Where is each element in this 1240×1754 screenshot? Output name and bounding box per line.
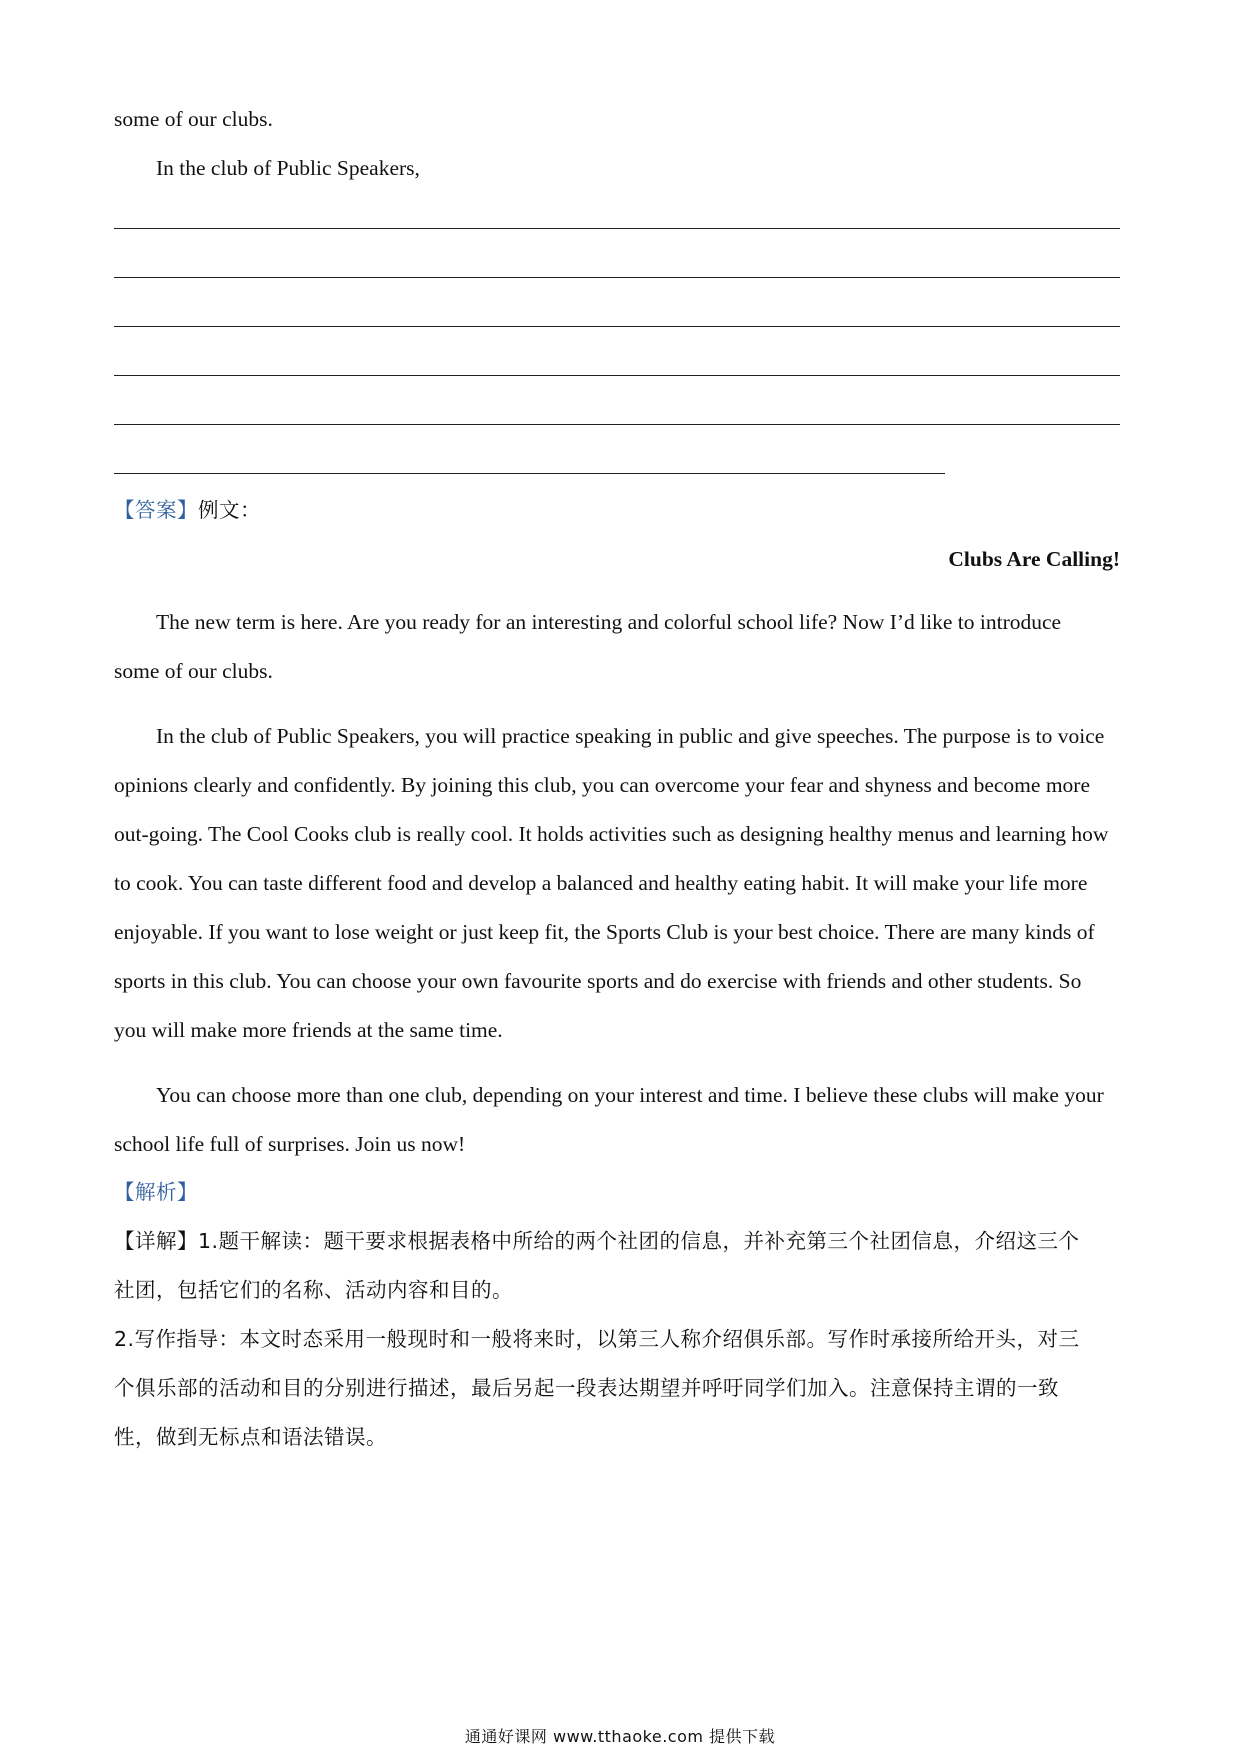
essay-p2-line-4: to cook. You can taste different food and develop a balanced and healthy eating habit. It will make your life more	[114, 871, 1088, 895]
essay-p2-line-1: In the club of Public Speakers, you will practice speaking in public and give speeches. The purpose is to voice	[156, 724, 1105, 748]
answer-line-3	[114, 326, 1120, 327]
answer-label: 【答案】	[114, 498, 198, 522]
top-line-2: In the club of Public Speakers,	[156, 156, 420, 180]
essay-p2-line-6: sports in this club. You can choose your own favourite sports and do exercise with friends and other students. So	[114, 969, 1082, 993]
answer-line-5	[114, 424, 1120, 425]
essay-p2-line-5: enjoyable. If you want to lose weight or just keep fit, the Sports Club is your best choice. There are many kinds of	[114, 920, 1095, 944]
essay-p2-line-7: you will make more friends at the same time.	[114, 1018, 503, 1042]
essay-p3-line-1: You can choose more than one club, depending on your interest and time. I believe these clubs will make your	[156, 1083, 1104, 1107]
answer-line-2	[114, 277, 1120, 278]
detail-label: 【详解】	[114, 1229, 198, 1253]
analysis-line-5: 性，做到无标点和语法错误。	[114, 1425, 387, 1449]
essay-p2-line-2: opinions clearly and confidently. By joining this club, you can overcome your fear and shyness and become more	[114, 773, 1090, 797]
essay-title: Clubs Are Calling!	[948, 547, 1120, 571]
essay-p2-line-3: out-going. The Cool Cooks club is really cool. It holds activities such as designing healthy menus and learning how	[114, 822, 1109, 846]
analysis-label: 【解析】	[114, 1180, 198, 1204]
answer-heading	[114, 496, 261, 524]
essay-p1-line-1: The new term is here. Are you ready for an interesting and colorful school life? Now I’d like to introduce	[156, 610, 1062, 634]
essay-p3-line-2: school life full of surprises. Join us now!	[114, 1132, 466, 1156]
top-line-1: some of our clubs.	[114, 107, 273, 131]
essay-p1-line-2: some of our clubs.	[114, 659, 273, 683]
answer-line-1	[114, 228, 1120, 229]
page-footer: 通通好课网 www.tthaoke.com 提供下载	[464, 1727, 776, 1746]
analysis-line-2: 社团，包括它们的名称、活动内容和目的。	[114, 1278, 513, 1302]
answer-line-6	[114, 473, 945, 474]
answer-suffix: 例文：	[198, 498, 261, 522]
answer-line-4	[114, 375, 1120, 376]
analysis-text-1: 1.题干解读：题干要求根据表格中所给的两个社团的信息，并补充第三个社团信息，介绍这三个	[198, 1229, 1080, 1253]
analysis-line-3: 2.写作指导：本文时态采用一般现时和一般将来时，以第三人称介绍俱乐部。写作时承接所给开头，对三	[114, 1327, 1080, 1351]
analysis-line-4: 个俱乐部的活动和目的分别进行描述，最后另起一段表达期望并呼吁同学们加入。注意保持主谓的一致	[114, 1376, 1059, 1400]
analysis-line-1	[114, 1227, 1080, 1255]
